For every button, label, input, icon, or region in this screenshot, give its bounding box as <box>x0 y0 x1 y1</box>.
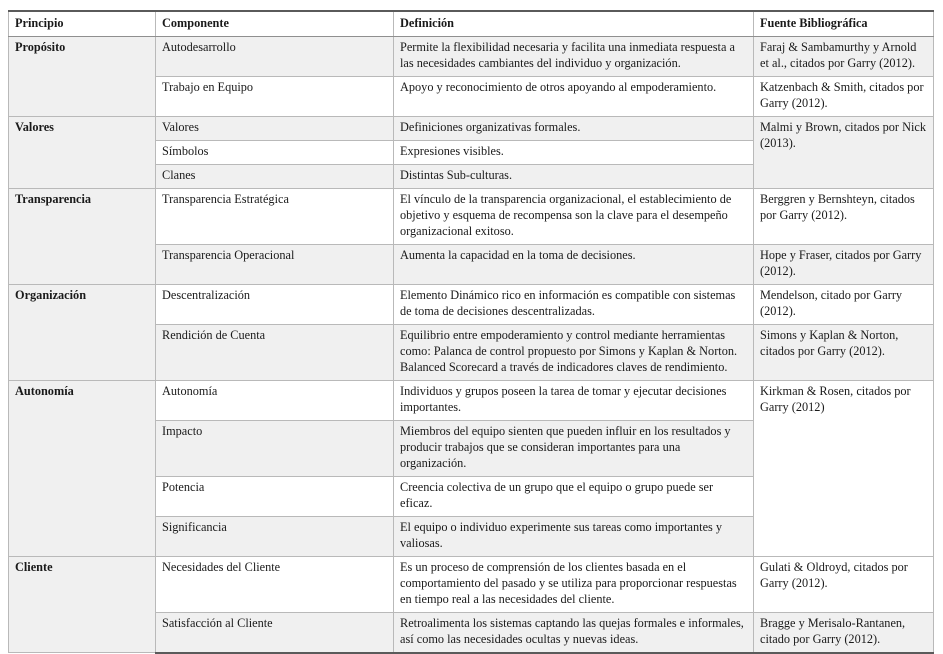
table-body <box>9 36 934 652</box>
principios-table <box>8 10 934 654</box>
cell-fuente: Gulati & Oldroyd, citados por Garry (2012). <box>754 556 934 612</box>
cell-principio: Propósito <box>9 36 156 116</box>
cell-componente: Trabajo en Equipo <box>156 76 394 116</box>
definicion-line: Balanced Scorecard a través de indicadores claves de rendimiento. <box>400 359 728 374</box>
column-header-principio: Principio <box>9 11 156 36</box>
cell-componente: Autodesarrollo <box>156 36 394 76</box>
header-row <box>9 11 934 36</box>
cell-definicion: Miembros del equipo sienten que pueden influir en los resultados y producir trabajos que se consideran importantes para una organización. <box>394 420 754 476</box>
cell-definicion: Expresiones visibles. <box>394 140 754 164</box>
table-row <box>9 116 934 140</box>
cell-componente: Clanes <box>156 164 394 188</box>
table-row <box>9 36 934 76</box>
cell-componente: Autonomía <box>156 380 394 420</box>
cell-definicion: Aumenta la capacidad en la toma de decisiones. <box>394 244 754 284</box>
table-header <box>9 11 934 36</box>
cell-componente: Potencia <box>156 476 394 516</box>
cell-fuente: Simons y Kaplan & Norton, citados por Garry (2012). <box>754 324 934 380</box>
cell-fuente: Berggren y Bernshteyn, citados por Garry (2012). <box>754 188 934 244</box>
cell-principio: Valores <box>9 116 156 188</box>
cell-componente: Transparencia Operacional <box>156 244 394 284</box>
table-row <box>9 556 934 612</box>
cell-principio: Cliente <box>9 556 156 652</box>
definicion-line: Equilibrio entre empoderamiento y control mediante herramientas como: Palanca de control propuesto por Simons y Kaplan & Norton. <box>400 327 738 358</box>
cell-definicion <box>394 324 754 380</box>
cell-componente: Valores <box>156 116 394 140</box>
cell-componente: Impacto <box>156 420 394 476</box>
cell-definicion: Es un proceso de comprensión de los clientes basada en el comportamiento del pasado y se utiliza para proporcionar respuestas en tiempo real a las necesidades del cliente. <box>394 556 754 612</box>
cell-componente: Descentralización <box>156 284 394 324</box>
cell-componente: Satisfacción al Cliente <box>156 612 394 652</box>
table-row <box>9 380 934 420</box>
column-header-fuente: Fuente Bibliográfica <box>754 11 934 36</box>
cell-componente: Símbolos <box>156 140 394 164</box>
column-header-definicion: Definición <box>394 11 754 36</box>
cell-definicion: Individuos y grupos poseen la tarea de tomar y ejecutar decisiones importantes. <box>394 380 754 420</box>
cell-fuente: Hope y Fraser, citados por Garry (2012). <box>754 244 934 284</box>
cell-definicion: Definiciones organizativas formales. <box>394 116 754 140</box>
cell-definicion: El equipo o individuo experimente sus tareas como importantes y valiosas. <box>394 516 754 556</box>
cell-definicion: Apoyo y reconocimiento de otros apoyando al empoderamiento. <box>394 76 754 116</box>
cell-componente: Rendición de Cuenta <box>156 324 394 380</box>
cell-principio: Transparencia <box>9 188 156 284</box>
cell-principio: Autonomía <box>9 380 156 556</box>
cell-fuente: Kirkman & Rosen, citados por Garry (2012) <box>754 380 934 556</box>
cell-definicion: Distintas Sub-culturas. <box>394 164 754 188</box>
cell-componente: Necesidades del Cliente <box>156 556 394 612</box>
cell-fuente: Bragge y Merisalo-Rantanen, citado por Garry (2012). <box>754 612 934 652</box>
cell-definicion: El vínculo de la transparencia organizacional, el establecimiento de objetivo y esquema de recompensa son la clave para el desempeño organizacional exitoso. <box>394 188 754 244</box>
cell-definicion: Elemento Dinámico rico en información es compatible con sistemas de toma de decisiones descentralizadas. <box>394 284 754 324</box>
cell-componente: Transparencia Estratégica <box>156 188 394 244</box>
cell-fuente: Mendelson, citado por Garry (2012). <box>754 284 934 324</box>
cell-fuente: Malmi y Brown, citados por Nick (2013). <box>754 116 934 188</box>
cell-fuente: Katzenbach & Smith, citados por Garry (2012). <box>754 76 934 116</box>
cell-definicion: Permite la flexibilidad necesaria y facilita una inmediata respuesta a las necesidades cambiantes del individuo y organización. <box>394 36 754 76</box>
cell-fuente: Faraj & Sambamurthy y Arnold et al., citados por Garry (2012). <box>754 36 934 76</box>
cell-componente: Significancia <box>156 516 394 556</box>
cell-principio: Organización <box>9 284 156 380</box>
cell-definicion: Creencia colectiva de un grupo que el equipo o grupo puede ser eficaz. <box>394 476 754 516</box>
table-row <box>9 188 934 244</box>
column-header-componente: Componente <box>156 11 394 36</box>
cell-definicion: Retroalimenta los sistemas captando las quejas formales e informales, así como las necesidades ocultas y nuevas ideas. <box>394 612 754 652</box>
table-row <box>9 284 934 324</box>
